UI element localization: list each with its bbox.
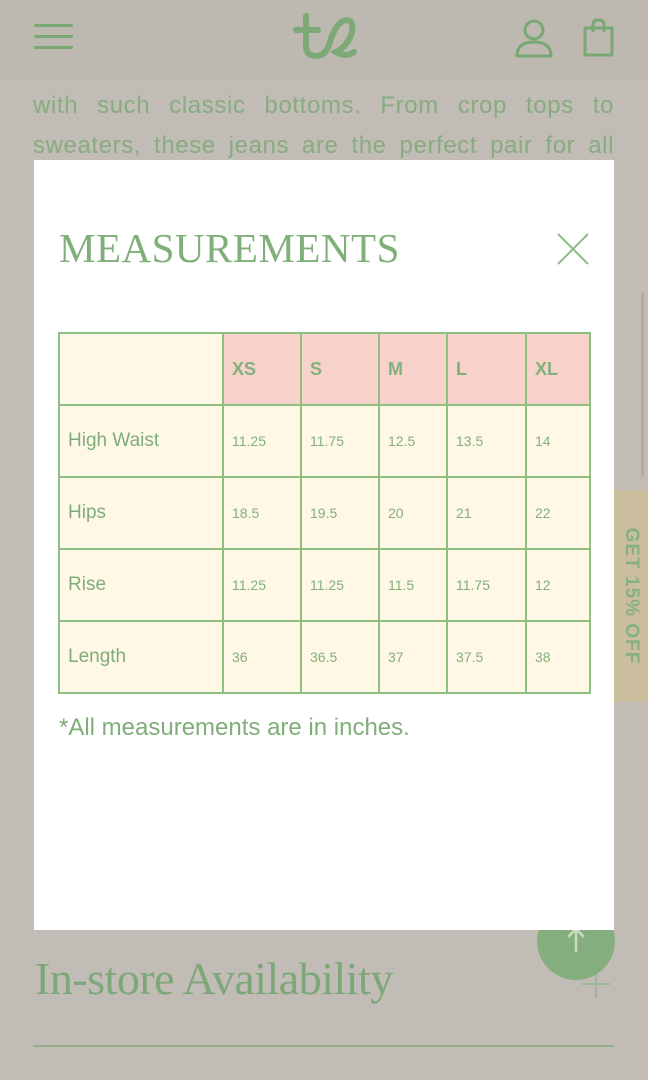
table-header-row: [59, 333, 590, 405]
table-cell: 11.5: [379, 549, 447, 621]
row-label: Length: [59, 621, 223, 693]
table-cell: 11.25: [301, 549, 379, 621]
user-icon[interactable]: [514, 18, 554, 58]
table-cell: 22: [526, 477, 590, 549]
table-cell: 11.75: [301, 405, 379, 477]
table-cell: 14: [526, 405, 590, 477]
section-divider: [33, 1045, 614, 1047]
close-icon[interactable]: [556, 232, 590, 266]
table-cell: 11.25: [223, 549, 301, 621]
table-cell: 18.5: [223, 477, 301, 549]
modal-title: MEASUREMENTS: [59, 225, 400, 271]
table-row: [59, 477, 590, 549]
table-row: [59, 621, 590, 693]
description-line: sweaters, these jeans are the perfect pair for all: [33, 132, 614, 159]
table-cell: 12.5: [379, 405, 447, 477]
table-cell: 11.25: [223, 405, 301, 477]
size-header: XL: [526, 333, 590, 405]
table-row: [59, 549, 590, 621]
arrow-up-icon: [566, 926, 586, 954]
size-header: M: [379, 333, 447, 405]
table-row: [59, 405, 590, 477]
row-label: Hips: [59, 477, 223, 549]
description-line: with such classic bottoms. From crop tops to: [33, 92, 614, 119]
table-cell: 21: [447, 477, 526, 549]
table-corner-cell: [59, 333, 223, 405]
table-cell: 36.5: [301, 621, 379, 693]
measurements-modal: [34, 160, 614, 930]
instore-availability-title[interactable]: In-store Availability: [35, 953, 393, 1004]
scrollbar-thumb[interactable]: [641, 292, 644, 477]
table-cell: 19.5: [301, 477, 379, 549]
size-header: L: [447, 333, 526, 405]
table-cell: 36: [223, 621, 301, 693]
shopping-bag-icon[interactable]: [582, 18, 616, 58]
size-chart-table: [58, 332, 591, 694]
table-cell: 38: [526, 621, 590, 693]
table-cell: 11.75: [447, 549, 526, 621]
table-cell: 37: [379, 621, 447, 693]
row-label: High Waist: [59, 405, 223, 477]
brand-logo[interactable]: [292, 12, 358, 62]
table-cell: 20: [379, 477, 447, 549]
row-label: Rise: [59, 549, 223, 621]
promo-tab-label: GET 15% OFF: [621, 527, 642, 665]
product-description: [33, 86, 614, 166]
discount-promo-tab[interactable]: [614, 490, 648, 702]
table-cell: 37.5: [447, 621, 526, 693]
measurement-footnote: *All measurements are in inches.: [59, 714, 410, 741]
hamburger-menu-icon[interactable]: [34, 24, 74, 50]
size-header: XS: [223, 333, 301, 405]
table-cell: 12: [526, 549, 590, 621]
size-header: S: [301, 333, 379, 405]
site-header: [0, 0, 648, 80]
table-cell: 13.5: [447, 405, 526, 477]
